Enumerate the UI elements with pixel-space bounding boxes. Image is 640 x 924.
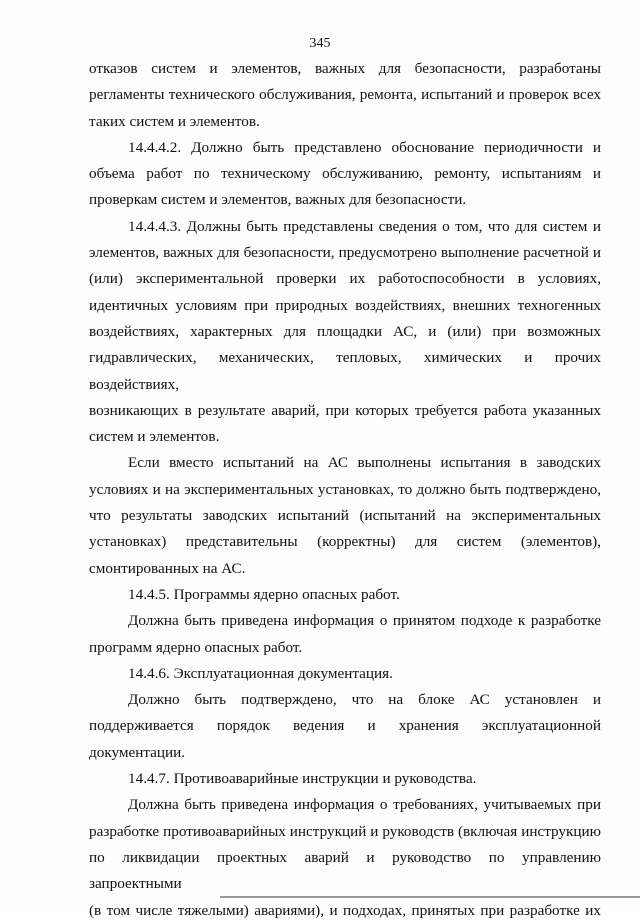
text-line: смонтированных на АС.: [89, 559, 246, 577]
paragraph: [89, 608, 601, 661]
text-line: поддерживается порядок ведения и хранения эксплуатационной документации.: [89, 717, 601, 761]
text-line: систем и элементов.: [89, 428, 220, 446]
text-line: 14.4.4.2. Должно быть представлено обоснование периодичности и: [128, 138, 601, 156]
text-line: (или) экспериментальной проверки их работоспособности в условиях,: [89, 270, 601, 288]
paragraph: [89, 687, 601, 766]
text-line: элементов, важных для безопасности, предусмотрено выполнение расчетной и: [89, 244, 601, 262]
paragraph: [89, 766, 601, 792]
text-line: разработке противоаварийных инструкций и руководств (включая инструкцию: [89, 822, 601, 840]
text-line: (в том числе тяжелыми) авариями), и подходах, принятых при разработке их: [89, 901, 601, 919]
text-line: Должно быть подтверждено, что на блоке АС установлен и: [128, 691, 601, 709]
text-line: по ликвидации проектных аварий и руководство по управлению запроектными: [89, 848, 601, 893]
text-line: объема работ по техническому обслуживанию, ремонту, испытаниям и: [89, 165, 601, 183]
text-line: таких систем и элементов.: [89, 112, 260, 130]
text-line: условиях и на экспериментальных установках, то должно быть подтверждено,: [89, 480, 601, 498]
paragraph: [89, 450, 601, 581]
paragraph: [89, 792, 601, 923]
text-line: регламенты технического обслуживания, ремонта, испытаний и проверок всех: [89, 86, 601, 104]
text-line: отказов систем и элементов, важных для безопасности, разработаны: [89, 60, 601, 77]
text-line: программ ядерно опасных работ.: [89, 638, 303, 656]
text-line: 14.4.6. Эксплуатационная документация.: [128, 664, 393, 682]
paragraph: [89, 135, 601, 214]
text-line: проверкам систем и элементов, важных для безопасности.: [89, 191, 467, 209]
text-line: Должна быть приведена информация о принятом подходе к разработке: [128, 612, 601, 630]
text-line: 14.4.7. Противоаварийные инструкции и руководства.: [128, 770, 477, 788]
page-number: 345: [309, 36, 331, 51]
text-line: воздействиях, характерных для площадки АС, и (или) при возможных: [89, 322, 601, 340]
text-line: Если вместо испытаний на АС выполнены испытания в заводских: [128, 454, 601, 472]
text-line: Должна быть приведена информация о требованиях, учитываемых при: [128, 796, 601, 814]
paragraph: [89, 56, 601, 135]
text-line: что результаты заводских испытаний (испытаний на экспериментальных: [89, 507, 601, 525]
body-text: [89, 56, 601, 924]
scan-edge-line: [220, 896, 640, 898]
text-line: установках) представительны (корректны) для систем (элементов),: [89, 533, 601, 551]
paragraph: [89, 582, 601, 608]
text-line: гидравлических, механических, тепловых, химических и прочих воздействиях,: [89, 349, 601, 393]
paragraph: [89, 661, 601, 687]
text-line: возникающих в результате аварий, при которых требуется работа указанных: [89, 401, 601, 419]
text-line: идентичных условиям при природных воздействиях, внешних техногенных: [89, 296, 601, 314]
text-line: 14.4.4.3. Должны быть представлены сведения о том, что для систем и: [128, 217, 601, 235]
paragraph: [89, 214, 601, 451]
text-line: 14.4.5. Программы ядерно опасных работ.: [128, 585, 400, 603]
